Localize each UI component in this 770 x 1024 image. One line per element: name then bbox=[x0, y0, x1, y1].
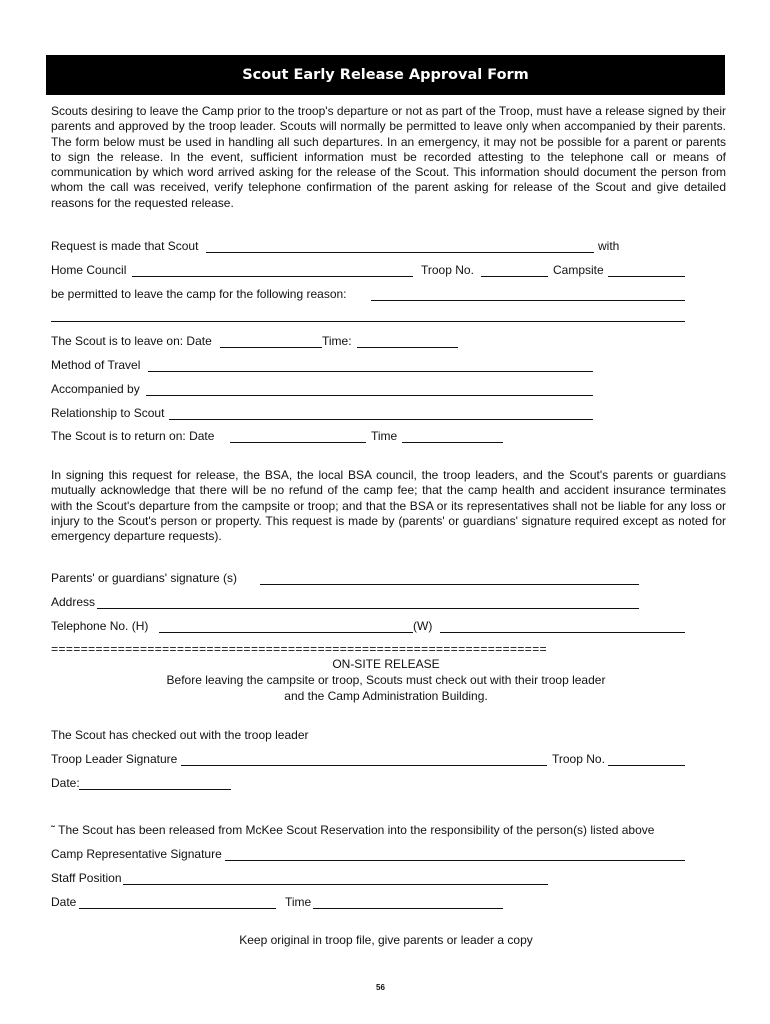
camp-rep-row bbox=[51, 846, 726, 862]
reason-row bbox=[51, 286, 726, 302]
accompanied-field[interactable] bbox=[146, 395, 593, 396]
onsite-instruction-2: and the Camp Administration Building. bbox=[284, 689, 488, 703]
return-date-label: The Scout is to return on: Date bbox=[51, 429, 215, 443]
method-row bbox=[51, 357, 726, 373]
intro-paragraph: Scouts desiring to leave the Camp prior to the troop's departure or not as part of the Troop, must have a release signed by their parents and approved by the troop leader. Scouts will normally be permitted to leave only when accompanied by their parents. The form below must be used in handling all such departures. In an emergency, it may not be possible for a parent or parents to sign the release. In the event, sufficient information must be recorded attesting to the telephone call or means of communication by which word arrived asking for the release of the Scout. This information should document the person from whom the call was received, verify telephone confirmation of the parent asking for release of the Scout and give detailed reasons for the requested release. bbox=[51, 104, 726, 210]
form-title: Scout Early Release Approval Form bbox=[46, 55, 725, 95]
agreement-paragraph: In signing this request for release, the BSA, the local BSA council, the troop leaders, and the Scout's parents or guardians mutually acknowledge that there will be no refund of the camp fee; that the camp health and accident insurance terminates with the Scout's departure from the campsite or troop; and that the BSA or its representatives shall not be liable for any loss or injury to the Scout's person or property. This request is made by (parents' or guardians' signature required except as noted for emergency departure requests). bbox=[51, 468, 726, 544]
leader-date-label: Date: bbox=[51, 776, 80, 790]
telephone-w-field[interactable] bbox=[440, 632, 685, 633]
request-label: Request is made that Scout bbox=[51, 239, 199, 253]
address-row bbox=[51, 594, 726, 610]
leader-signature-row bbox=[51, 751, 726, 767]
camp-rep-field[interactable] bbox=[225, 860, 685, 861]
reason-label: be permitted to leave the camp for the following reason: bbox=[51, 287, 347, 301]
staff-position-field[interactable] bbox=[123, 884, 548, 885]
released-row bbox=[51, 822, 726, 838]
reason-field[interactable] bbox=[371, 300, 685, 301]
release-date-label: Date bbox=[51, 895, 77, 909]
troop-no-field[interactable] bbox=[481, 276, 548, 277]
leader-signature-label: Troop Leader Signature bbox=[51, 752, 178, 766]
leave-time-label: Time: bbox=[322, 334, 352, 348]
leave-date-label: The Scout is to leave on: Date bbox=[51, 334, 212, 348]
footer-note: Keep original in troop file, give parents or leader a copy bbox=[239, 933, 533, 947]
address-label: Address bbox=[51, 595, 96, 609]
return-time-field[interactable] bbox=[402, 442, 503, 443]
release-date-row bbox=[51, 894, 726, 910]
relationship-field[interactable] bbox=[169, 419, 593, 420]
home-council-field[interactable] bbox=[132, 276, 413, 277]
relationship-row bbox=[51, 405, 726, 421]
home-council-label: Home Council bbox=[51, 263, 127, 277]
onsite-heading: ON-SITE RELEASE bbox=[332, 657, 440, 671]
leader-troop-no-field[interactable] bbox=[608, 765, 685, 766]
method-field[interactable] bbox=[148, 371, 593, 372]
leave-row bbox=[51, 333, 726, 349]
request-scout-row bbox=[51, 238, 726, 254]
campsite-label: Campsite bbox=[553, 263, 604, 277]
release-time-field[interactable] bbox=[313, 908, 503, 909]
guardian-signature-label: Parents' or guardians' signature (s) bbox=[51, 571, 238, 585]
return-row bbox=[51, 428, 726, 444]
release-time-label: Time bbox=[285, 895, 312, 909]
leave-time-field[interactable] bbox=[357, 347, 458, 348]
relationship-label: Relationship to Scout bbox=[51, 406, 165, 420]
telephone-h-field[interactable] bbox=[159, 632, 413, 633]
checked-out-row bbox=[51, 727, 726, 743]
page-number: 56 bbox=[376, 983, 385, 992]
leader-date-field[interactable] bbox=[79, 789, 231, 790]
campsite-field[interactable] bbox=[608, 276, 685, 277]
accompanied-label: Accompanied by bbox=[51, 382, 140, 396]
guardian-signature-field[interactable] bbox=[260, 584, 639, 585]
method-label: Method of Travel bbox=[51, 358, 141, 372]
scout-name-field[interactable] bbox=[206, 252, 594, 253]
leader-date-row bbox=[51, 775, 726, 791]
telephone-h-label: Telephone No. (H) bbox=[51, 619, 149, 633]
staff-position-label: Staff Position bbox=[51, 871, 122, 885]
staff-position-row bbox=[51, 870, 726, 886]
leave-date-field[interactable] bbox=[220, 347, 322, 348]
return-date-field[interactable] bbox=[230, 442, 366, 443]
reason-field-line-2[interactable] bbox=[51, 321, 685, 322]
section-separator: =================================================================== bbox=[51, 643, 547, 657]
guardian-signature-row bbox=[51, 570, 726, 586]
leader-troop-no-label: Troop No. bbox=[552, 752, 605, 766]
return-time-label: Time bbox=[371, 429, 398, 443]
address-field[interactable] bbox=[97, 608, 639, 609]
accompanied-row bbox=[51, 381, 726, 397]
leader-signature-field[interactable] bbox=[181, 765, 547, 766]
released-text: ˜ The Scout has been released from McKee Scout Reservation into the responsibility of the person(s) listed above bbox=[51, 823, 655, 837]
onsite-instruction-1: Before leaving the campsite or troop, Scouts must check out with their troop leader bbox=[166, 673, 606, 687]
release-date-field[interactable] bbox=[79, 908, 276, 909]
camp-rep-label: Camp Representative Signature bbox=[51, 847, 222, 861]
troop-no-label: Troop No. bbox=[421, 263, 474, 277]
with-label: with bbox=[598, 239, 620, 253]
telephone-row bbox=[51, 618, 726, 634]
checked-out-text: The Scout has checked out with the troop leader bbox=[51, 728, 309, 742]
home-council-row bbox=[51, 262, 726, 278]
telephone-w-label: (W) bbox=[413, 619, 433, 633]
